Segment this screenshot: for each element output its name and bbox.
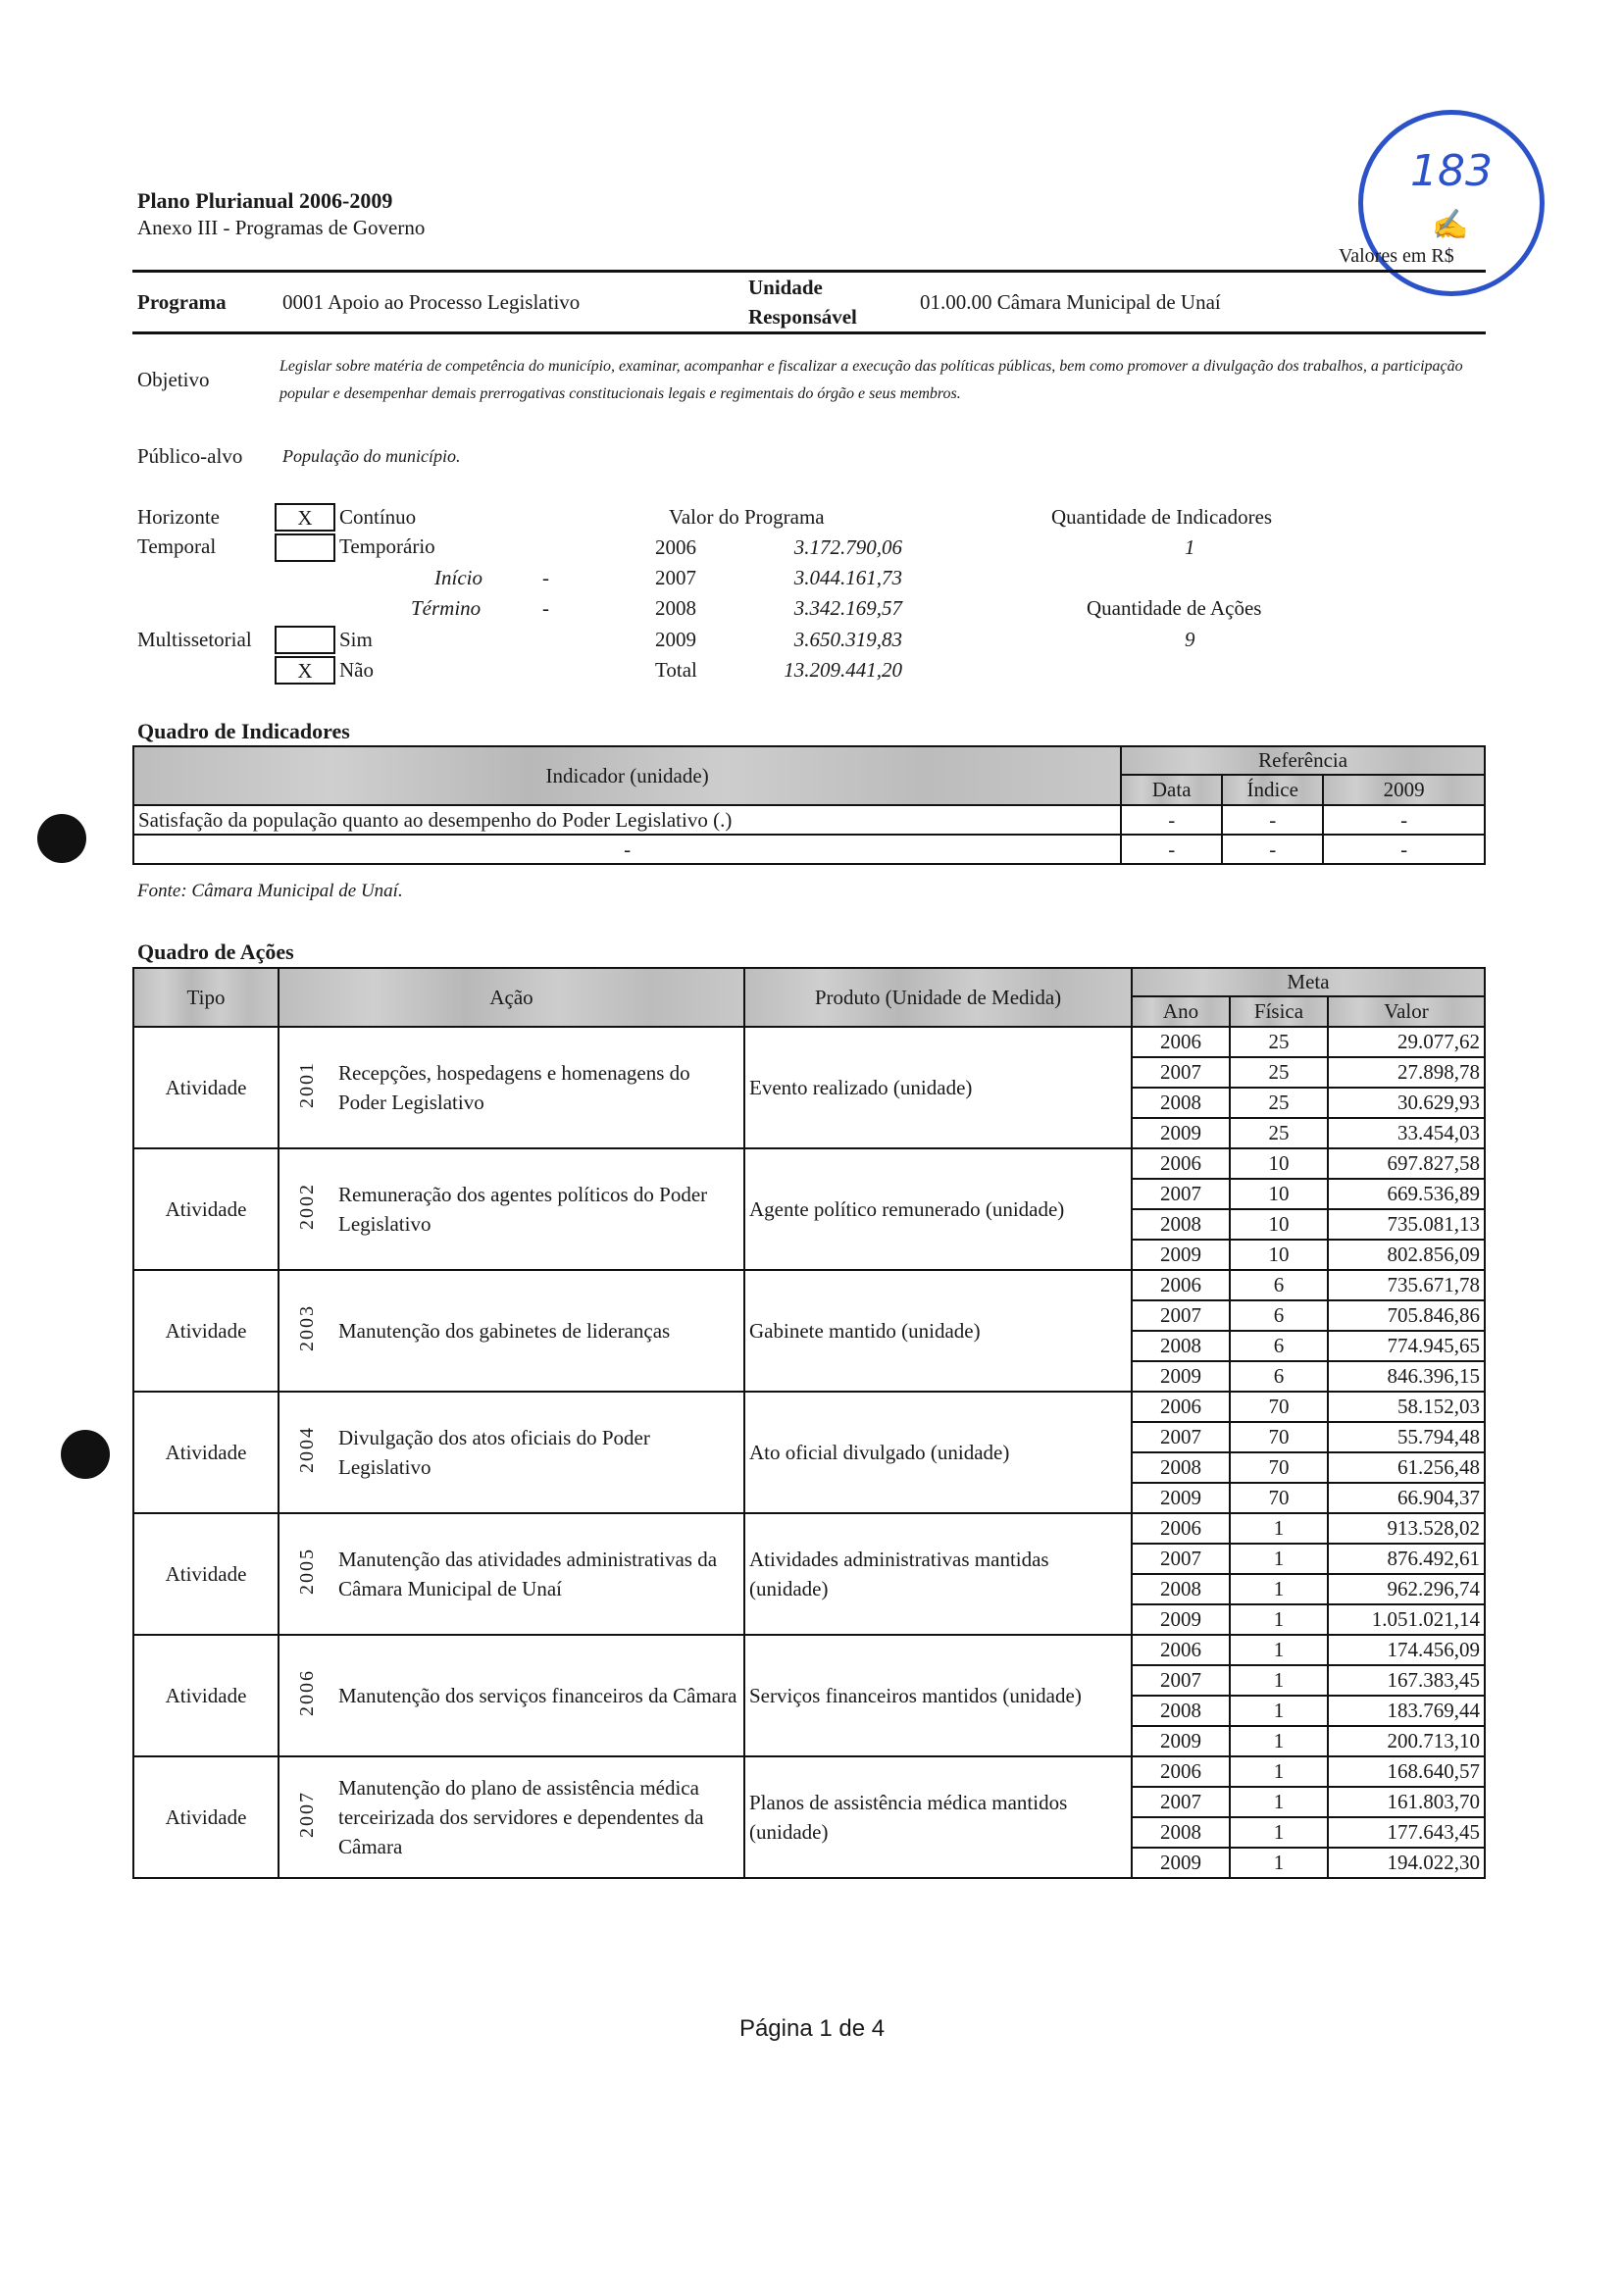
programa-label: Programa — [137, 290, 227, 314]
acao-cell: Recepções, hospedagens e homenagens do Poder Legislativo — [334, 1027, 744, 1148]
ano-cell: 2006 — [1132, 1270, 1230, 1300]
qtd-indicadores-value: 1 — [1185, 535, 1195, 559]
unidade-label: Unidade Responsável — [748, 276, 857, 329]
indicador-cell: - — [133, 835, 1121, 864]
horizonte-label: Horizonte — [137, 505, 220, 529]
fisica-cell: 1 — [1230, 1817, 1328, 1848]
acao-cell: Divulgação dos atos oficiais do Poder Legislativo — [334, 1392, 744, 1513]
acao-cell: Manutenção das atividades administrativas da Câmara Municipal de Unaí — [334, 1513, 744, 1635]
ano-cell: 2006 — [1132, 1756, 1230, 1787]
acao-code: 2007 — [295, 1791, 318, 1838]
header-tipo: Tipo — [133, 968, 279, 1027]
valor-cell: 705.846,86 — [1328, 1300, 1485, 1331]
valor-cell: 27.898,78 — [1328, 1057, 1485, 1088]
acao-code-cell — [279, 1027, 334, 1148]
objetivo-text: Legislar sobre matéria de competência do município, examinar, acompanhar e fiscalizar a execução das políticas públicas, bem como promover a divulgação dos trabalhos, a participação popular e desempenhar demais prerrogativas constitucionais legais e regimentais do órgão e seus membros. — [279, 358, 1463, 402]
acao-code-cell — [279, 1756, 334, 1878]
qtd-indicadores-label: Quantidade de Indicadores — [1051, 505, 1273, 529]
produto-cell: Evento realizado (unidade) — [744, 1027, 1132, 1148]
ano-cell: 2008 — [1132, 1574, 1230, 1604]
table-row — [133, 1635, 1485, 1665]
acao-code: 2003 — [295, 1304, 318, 1351]
valor-cell: 802.856,09 — [1328, 1240, 1485, 1270]
indicadores-section-title: Quadro de Indicadores — [137, 719, 350, 743]
valor-cell: 61.256,48 — [1328, 1452, 1485, 1483]
acao-cell: Manutenção dos serviços financeiros da Câmara — [334, 1635, 744, 1756]
header-referencia: Referência — [1121, 746, 1485, 775]
multissetorial-label: Multissetorial — [137, 628, 252, 651]
continuo-label: Contínuo — [339, 505, 417, 529]
fisica-cell: 6 — [1230, 1361, 1328, 1392]
table-row — [133, 1756, 1485, 1787]
ano-cell: 2006 — [1132, 1148, 1230, 1179]
ano-cell: 2008 — [1132, 1696, 1230, 1726]
fisica-cell: 10 — [1230, 1209, 1328, 1240]
continuo-checkbox[interactable]: X — [275, 503, 335, 532]
fisica-cell: 10 — [1230, 1148, 1328, 1179]
fisica-cell: 70 — [1230, 1483, 1328, 1513]
valor-total-amount: 13.209.441,20 — [784, 658, 902, 682]
ano-cell: 2007 — [1132, 1787, 1230, 1817]
fisica-cell: 1 — [1230, 1756, 1328, 1787]
ano-cell: 2009 — [1132, 1604, 1230, 1635]
fisica-cell: 25 — [1230, 1027, 1328, 1057]
valor-cell: 58.152,03 — [1328, 1392, 1485, 1422]
fisica-cell: 6 — [1230, 1300, 1328, 1331]
table-row — [133, 1513, 1485, 1544]
fisica-cell: 1 — [1230, 1696, 1328, 1726]
ano-cell: 2008 — [1132, 1209, 1230, 1240]
acao-code-cell — [279, 1513, 334, 1635]
fisica-cell: 1 — [1230, 1635, 1328, 1665]
fisica-cell: 1 — [1230, 1513, 1328, 1544]
year-cell: - — [1323, 835, 1485, 864]
multissetorial-nao-checkbox[interactable]: X — [275, 656, 335, 685]
valor-cell: 876.492,61 — [1328, 1544, 1485, 1574]
acao-code-cell — [279, 1148, 334, 1270]
termino-label: Término — [411, 596, 482, 620]
valor-cell: 1.051.021,14 — [1328, 1604, 1485, 1635]
indice-cell: - — [1222, 805, 1323, 835]
valor-cell: 168.640,57 — [1328, 1756, 1485, 1787]
fisica-cell: 1 — [1230, 1574, 1328, 1604]
publico-alvo-label: Público-alvo — [137, 444, 243, 468]
acao-cell: Manutenção dos gabinetes de lideranças — [334, 1270, 744, 1392]
valor-cell: 669.536,89 — [1328, 1179, 1485, 1209]
valor-cell: 846.396,15 — [1328, 1361, 1485, 1392]
ano-cell: 2006 — [1132, 1635, 1230, 1665]
produto-cell: Gabinete mantido (unidade) — [744, 1270, 1132, 1392]
produto-cell: Planos de assistência médica mantidos (unidade) — [744, 1756, 1132, 1878]
valor-cell: 30.629,93 — [1328, 1088, 1485, 1118]
indicadores-source: Fonte: Câmara Municipal de Unaí. — [137, 881, 403, 901]
fisica-cell: 70 — [1230, 1422, 1328, 1452]
valor-cell: 66.904,37 — [1328, 1483, 1485, 1513]
ano-cell: 2007 — [1132, 1057, 1230, 1088]
tipo-cell: Atividade — [133, 1027, 279, 1148]
acao-code-cell — [279, 1635, 334, 1756]
table-row — [133, 1270, 1485, 1300]
header-indice: Índice — [1222, 775, 1323, 805]
temporal-label: Temporal — [137, 534, 217, 558]
acao-code: 2005 — [295, 1548, 318, 1595]
acao-code: 2001 — [295, 1061, 318, 1108]
valor-amount: 3.650.319,83 — [793, 628, 902, 651]
programa-value: 0001 Apoio ao Processo Legislativo — [282, 290, 581, 314]
tipo-cell: Atividade — [133, 1513, 279, 1635]
valor-year: 2007 — [655, 566, 696, 589]
termino-value: - — [542, 596, 549, 620]
fisica-cell: 6 — [1230, 1331, 1328, 1361]
publico-alvo-text: População do município. — [282, 446, 461, 466]
acao-code: 2004 — [295, 1426, 318, 1473]
fisica-cell: 1 — [1230, 1544, 1328, 1574]
fisica-cell: 6 — [1230, 1270, 1328, 1300]
official-stamp — [1358, 110, 1545, 296]
table-row — [133, 1027, 1485, 1057]
acao-code-cell — [279, 1270, 334, 1392]
tipo-cell: Atividade — [133, 1392, 279, 1513]
valor-cell: 167.383,45 — [1328, 1665, 1485, 1696]
ano-cell: 2009 — [1132, 1240, 1230, 1270]
indice-cell: - — [1222, 835, 1323, 864]
unidade-value: 01.00.00 Câmara Municipal de Unaí — [920, 290, 1221, 314]
produto-cell: Ato oficial divulgado (unidade) — [744, 1392, 1132, 1513]
valor-cell: 29.077,62 — [1328, 1027, 1485, 1057]
currency-note: Valores em R$ — [1339, 245, 1454, 267]
fisica-cell: 1 — [1230, 1604, 1328, 1635]
produto-cell: Agente político remunerado (unidade) — [744, 1148, 1132, 1270]
valor-year: 2008 — [655, 596, 696, 620]
qtd-acoes-label: Quantidade de Ações — [1087, 596, 1262, 620]
fisica-cell: 1 — [1230, 1726, 1328, 1756]
valor-cell: 161.803,70 — [1328, 1787, 1485, 1817]
fisica-cell: 25 — [1230, 1118, 1328, 1148]
stamp-page-number: 183 — [1410, 146, 1493, 196]
ano-cell: 2009 — [1132, 1848, 1230, 1878]
acoes-table — [132, 967, 1486, 1879]
data-cell: - — [1121, 805, 1222, 835]
fisica-cell: 10 — [1230, 1179, 1328, 1209]
punch-hole-bottom — [61, 1430, 110, 1479]
ano-cell: 2007 — [1132, 1179, 1230, 1209]
fisica-cell: 1 — [1230, 1848, 1328, 1878]
multissetorial-sim-checkbox[interactable] — [275, 626, 335, 654]
ano-cell: 2006 — [1132, 1513, 1230, 1544]
nao-label: Não — [339, 658, 374, 682]
page-number: Página 1 de 4 — [738, 2015, 886, 2042]
ano-cell: 2008 — [1132, 1817, 1230, 1848]
ano-cell: 2009 — [1132, 1361, 1230, 1392]
table-row — [133, 1148, 1485, 1179]
header-produto: Produto (Unidade de Medida) — [744, 968, 1132, 1027]
table-row — [133, 805, 1485, 835]
data-cell: - — [1121, 835, 1222, 864]
valor-cell: 697.827,58 — [1328, 1148, 1485, 1179]
header-rule-bottom — [132, 331, 1486, 334]
valor-cell: 174.456,09 — [1328, 1635, 1485, 1665]
valor-amount: 3.342.169,57 — [793, 596, 902, 620]
header-fisica: Física — [1230, 996, 1328, 1027]
punch-hole-top — [37, 814, 86, 863]
temporario-label: Temporário — [339, 534, 435, 558]
header-data: Data — [1121, 775, 1222, 805]
valor-cell: 194.022,30 — [1328, 1848, 1485, 1878]
document-subtitle: Anexo III - Programas de Governo — [137, 216, 426, 239]
document-title: Plano Plurianual 2006-2009 — [137, 188, 393, 213]
acao-code: 2006 — [295, 1669, 318, 1716]
tipo-cell: Atividade — [133, 1756, 279, 1878]
valor-cell: 962.296,74 — [1328, 1574, 1485, 1604]
indicadores-table — [132, 745, 1486, 865]
acao-code: 2002 — [295, 1183, 318, 1230]
valor-amount: 3.172.790,06 — [793, 535, 902, 559]
fisica-cell: 10 — [1230, 1240, 1328, 1270]
valor-year: 2009 — [655, 628, 696, 651]
year-cell: - — [1323, 805, 1485, 835]
valor-total-label: Total — [655, 658, 697, 682]
produto-cell: Serviços financeiros mantidos (unidade) — [744, 1635, 1132, 1756]
valor-cell: 735.671,78 — [1328, 1270, 1485, 1300]
tipo-cell: Atividade — [133, 1635, 279, 1756]
ano-cell: 2008 — [1132, 1452, 1230, 1483]
table-row — [133, 1392, 1485, 1422]
ano-cell: 2009 — [1132, 1118, 1230, 1148]
valor-amount: 3.044.161,73 — [793, 566, 902, 589]
header-ano: Ano — [1132, 996, 1230, 1027]
acoes-section-title: Quadro de Ações — [137, 939, 294, 964]
ano-cell: 2007 — [1132, 1300, 1230, 1331]
header-acao: Ação — [279, 968, 744, 1027]
fisica-cell: 70 — [1230, 1452, 1328, 1483]
qtd-acoes-value: 9 — [1185, 628, 1195, 651]
header-2009: 2009 — [1323, 775, 1485, 805]
acao-cell: Manutenção do plano de assistência médica terceirizada dos servidores e dependentes da Câmara — [334, 1756, 744, 1878]
header-meta: Meta — [1132, 968, 1485, 996]
inicio-label: Início — [434, 566, 482, 589]
valor-programa-label: Valor do Programa — [669, 505, 825, 529]
valor-cell: 33.454,03 — [1328, 1118, 1485, 1148]
valor-year: 2006 — [655, 535, 696, 559]
acao-code-cell — [279, 1392, 334, 1513]
ano-cell: 2006 — [1132, 1027, 1230, 1057]
fisica-cell: 1 — [1230, 1665, 1328, 1696]
valor-cell: 183.769,44 — [1328, 1696, 1485, 1726]
valor-cell: 177.643,45 — [1328, 1817, 1485, 1848]
ano-cell: 2006 — [1132, 1392, 1230, 1422]
header-indicador: Indicador (unidade) — [133, 746, 1121, 805]
ano-cell: 2009 — [1132, 1483, 1230, 1513]
fisica-cell: 25 — [1230, 1088, 1328, 1118]
table-row — [133, 835, 1485, 864]
inicio-value: - — [542, 566, 549, 589]
header-valor: Valor — [1328, 996, 1485, 1027]
valor-cell: 55.794,48 — [1328, 1422, 1485, 1452]
ano-cell: 2007 — [1132, 1544, 1230, 1574]
objetivo-label: Objetivo — [137, 368, 210, 391]
ano-cell: 2007 — [1132, 1665, 1230, 1696]
signature-mark: ✍ — [1432, 209, 1469, 241]
valor-cell: 774.945,65 — [1328, 1331, 1485, 1361]
indicador-cell: Satisfação da população quanto ao desempenho do Poder Legislativo (.) — [133, 805, 1121, 835]
produto-cell: Atividades administrativas mantidas (unidade) — [744, 1513, 1132, 1635]
fisica-cell: 25 — [1230, 1057, 1328, 1088]
valor-cell: 913.528,02 — [1328, 1513, 1485, 1544]
ano-cell: 2008 — [1132, 1331, 1230, 1361]
fisica-cell: 1 — [1230, 1787, 1328, 1817]
tipo-cell: Atividade — [133, 1270, 279, 1392]
acao-cell: Remuneração dos agentes políticos do Poder Legislativo — [334, 1148, 744, 1270]
ano-cell: 2008 — [1132, 1088, 1230, 1118]
temporario-checkbox[interactable] — [275, 533, 335, 562]
valor-cell: 200.713,10 — [1328, 1726, 1485, 1756]
tipo-cell: Atividade — [133, 1148, 279, 1270]
valor-cell: 735.081,13 — [1328, 1209, 1485, 1240]
fisica-cell: 70 — [1230, 1392, 1328, 1422]
ano-cell: 2009 — [1132, 1726, 1230, 1756]
sim-label: Sim — [339, 628, 373, 651]
ano-cell: 2007 — [1132, 1422, 1230, 1452]
